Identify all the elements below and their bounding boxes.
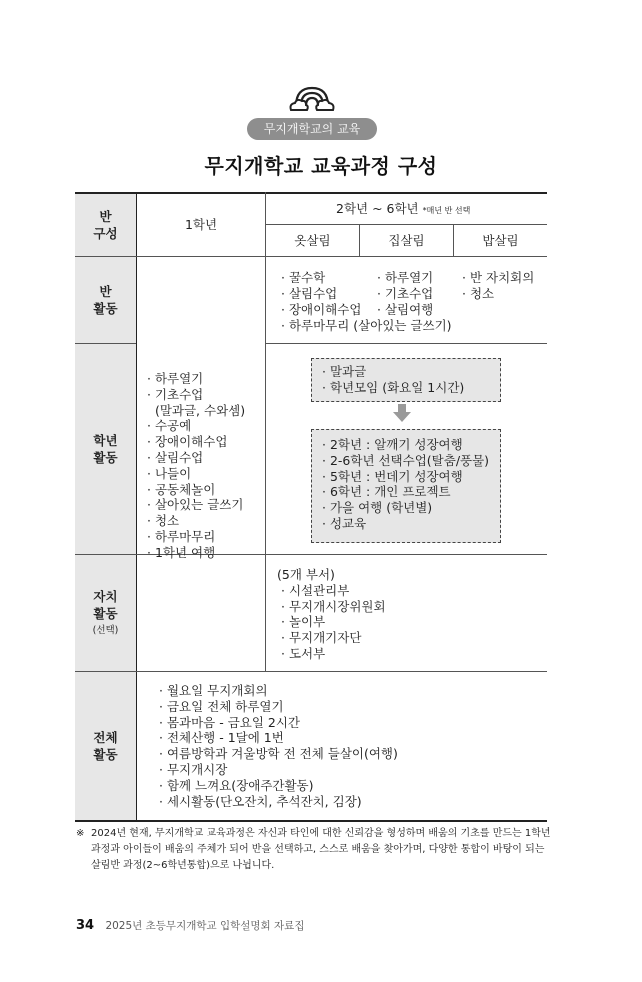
grade1-list (147, 371, 245, 561)
list-item: · 여름방학과 겨울방학 전 전체 들살이(여행) (159, 746, 398, 762)
list-item: · 금요일 전체 하루열기 (159, 698, 284, 714)
list-item: · 말과글 (322, 364, 367, 379)
list-item: · 놀이부 (281, 614, 326, 630)
list-item: · 장애이해수업 (147, 434, 228, 450)
list-item: · 살림수업 (147, 449, 204, 465)
list-item: · 전체산행 - 1달에 1번 (159, 730, 284, 746)
table-divider (75, 256, 547, 257)
list-item: · 하루열기 (377, 270, 434, 285)
table-divider (265, 343, 547, 344)
list-item: · 도서부 (281, 645, 326, 661)
list-item: · 나들이 (147, 465, 192, 481)
note-text: 2024년 현재, 무지개학교 교육과정은 자신과 타인에 대한 신뢰감을 형성하며 배움의 기초를 만드는 1학년 과정과 아이들이 배움의 주체가 되어 반을 선택하고, 스스로 배움을 찾아가며, 다양한 통합이 바탕이 되는 살림반 과정(2~6학년통합)으로 나뉩니다. (91, 828, 551, 871)
class-name-0: 옷살림 (294, 233, 331, 248)
page-footer (76, 918, 304, 933)
footnote (76, 826, 556, 874)
list-item: · 함께 느껴요(장애주간활동) (159, 777, 314, 793)
list-item: · 세시활동(단오잔치, 추석잔치, 김장) (159, 793, 362, 809)
list-item: (말과글, 수와셈) (147, 402, 246, 418)
autonomous-list (277, 567, 386, 662)
class-name-1: 집살림 (388, 233, 425, 248)
page-title: 무지개학교 교육과정 구성 (204, 154, 438, 178)
grades26-header (336, 201, 470, 219)
grades26-title: 2학년 ~ 6학년 (336, 201, 419, 216)
row-class-composition (75, 193, 136, 256)
footer-text: 2025년 초등무지개학교 입학설명회 자료집 (105, 920, 305, 932)
list-item: · 2-6학년 선택수업(탈춤/풍물) (322, 452, 490, 468)
row-label: 자치 활동 (93, 588, 118, 621)
list-item: · 1학년 여행 (147, 544, 216, 560)
section-badge: 무지개학교의 교육 (247, 118, 377, 140)
list-item: · 청소 (147, 513, 180, 529)
grade1-header: 1학년 (184, 217, 218, 232)
row-grade-activities (75, 344, 136, 554)
list-item: · 반 자치회의 (462, 270, 535, 285)
list-item: · 월요일 무지개회의 (159, 683, 268, 698)
list-item: (5개 부서) (277, 567, 335, 582)
list-item: · 수공예 (147, 418, 192, 434)
row-note: (선택) (92, 624, 119, 636)
list-item: · 무지개기자단 (281, 630, 362, 646)
list-item: · 하루열기 (147, 371, 204, 386)
list-item: · 2학년 : 알깨기 성장여행 (322, 437, 463, 452)
list-item: · 하루마무리 (147, 528, 216, 544)
table-divider (265, 192, 266, 671)
list-item: · 시설관리부 (281, 582, 350, 598)
table-bottom-border (75, 820, 547, 822)
table-divider (136, 192, 137, 821)
note-mark: ※ (76, 828, 85, 839)
list-item: · 살림여행 (377, 302, 434, 317)
grades26-note: *매년 반 선택 (422, 206, 471, 215)
list-item: · 6학년 : 개인 프로젝트 (322, 484, 451, 500)
table-top-border (75, 192, 547, 194)
list-item: · 5학년 : 번데기 성장여행 (322, 468, 463, 484)
list-item: · 하루마무리 (살아있는 글쓰기) (281, 318, 452, 333)
rainbow-cloud-icon (288, 82, 336, 114)
list-item: · 가을 여행 (학년별) (322, 500, 433, 516)
list-item: · 꿀수학 (281, 270, 326, 285)
list-item: · 장애이해수업 (281, 302, 362, 317)
list-item: · 무지개시장 (159, 761, 228, 777)
list-item: · 살림수업 (281, 286, 338, 301)
table-divider (75, 343, 136, 344)
list-item: · 몸과마음 - 금요일 2시간 (159, 714, 301, 730)
table-divider (75, 554, 547, 555)
list-item: · 학년모임 (화요일 1시간) (322, 379, 465, 395)
row-label: 반 구성 (93, 208, 118, 241)
list-item: · 살아있는 글쓰기 (147, 497, 244, 513)
list-item: · 무지개시장위원회 (281, 598, 386, 614)
table-divider (75, 671, 547, 672)
down-arrow-icon (393, 404, 411, 422)
row-label: 학년 활동 (93, 433, 118, 465)
class-name-2: 밥살림 (482, 233, 519, 248)
row-whole (75, 672, 136, 820)
list-item: · 청소 (462, 286, 495, 301)
grade-box-common (311, 358, 501, 402)
row-label: 반 활동 (93, 284, 118, 316)
page-number: 34 (76, 918, 95, 933)
list-item: · 기초수업 (377, 286, 434, 301)
list-item: · 기초수업 (147, 386, 204, 402)
table-divider (265, 224, 547, 225)
whole-list (159, 683, 398, 809)
row-label: 전체 활동 (93, 730, 118, 762)
row-class-activities (75, 257, 136, 343)
list-item: · 성교육 (322, 515, 367, 531)
list-item: · 공동체놀이 (147, 481, 216, 497)
row-autonomous (75, 555, 136, 671)
grade-box-special (311, 429, 501, 543)
